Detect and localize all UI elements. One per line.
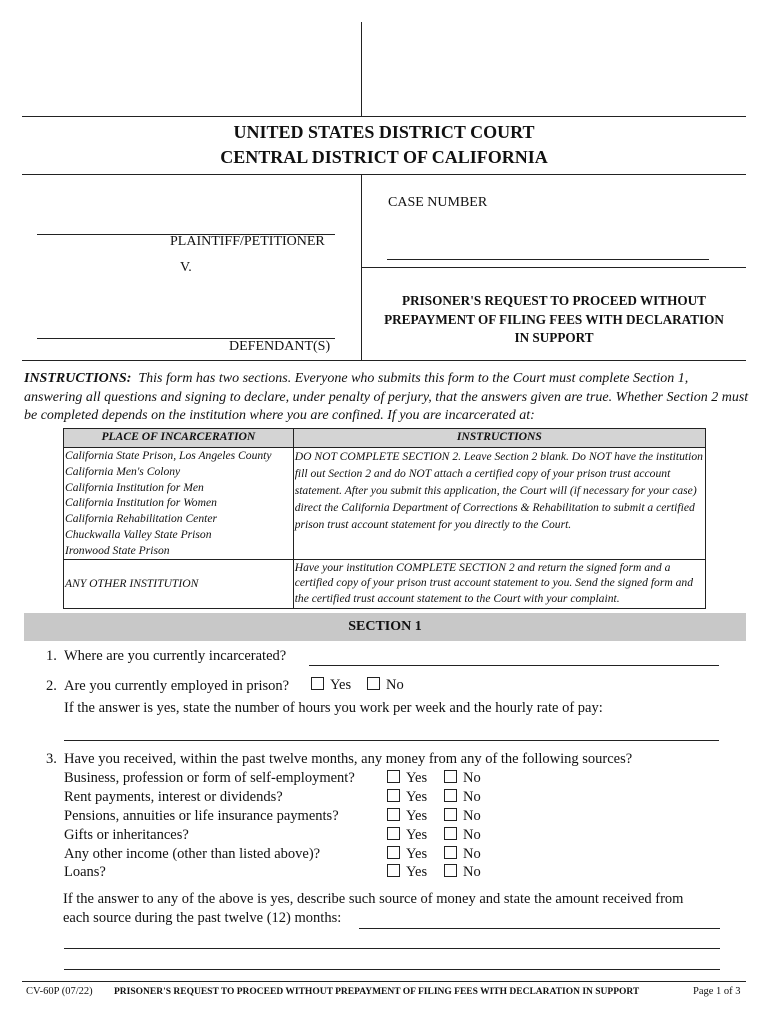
table-row (64, 448, 706, 560)
checkbox-icon[interactable] (444, 770, 457, 783)
defendant-label: DEFENDANT(S) (229, 339, 331, 354)
incarceration-table (63, 428, 706, 609)
place-item: California Institution for Men (65, 480, 204, 494)
place-item: California Rehabilitation Center (65, 512, 218, 526)
q2-followup: If the answer is yes, state the number of hours you work per week and the hourly rate of pay: (64, 700, 603, 716)
instructions-paragraph (24, 370, 749, 426)
header-rule-bottom (22, 174, 746, 175)
table-header-instructions: INSTRUCTIONS (293, 429, 705, 448)
no-label: No (386, 677, 404, 693)
q3-answer-line[interactable] (359, 928, 720, 929)
q3-answer-line[interactable] (64, 969, 720, 970)
caption-right-rule (361, 267, 746, 268)
source-no-option[interactable] (444, 807, 481, 825)
source-yes-option[interactable] (387, 845, 427, 863)
header-rule-top (22, 116, 746, 117)
place-list (64, 448, 294, 560)
source-no-option[interactable] (444, 769, 481, 787)
top-divider (361, 22, 362, 117)
q1-text: Where are you currently incarcerated? (64, 648, 287, 664)
checkbox-icon[interactable] (444, 789, 457, 802)
q2-no-option[interactable] (367, 676, 404, 694)
q2-answer-field[interactable] (64, 721, 719, 741)
source-yes-option[interactable] (387, 769, 427, 787)
yes-label: Yes (406, 808, 428, 824)
checkbox-icon[interactable] (367, 677, 380, 690)
q3-text: Have you received, within the past twelve months, any money from any of the following sources? (64, 751, 633, 767)
source-no-option[interactable] (444, 845, 481, 863)
no-label: No (463, 846, 481, 862)
other-institution: ANY OTHER INSTITUTION (64, 559, 294, 608)
court-name-line1: UNITED STATES DISTRICT COURT (233, 122, 535, 142)
q2-yes-option[interactable] (311, 676, 351, 694)
table-row (64, 559, 706, 608)
footer-title: PRISONER'S REQUEST TO PROCEED WITHOUT PREPAYMENT OF FILING FEES WITH DECLARATION IN SUPPORT (114, 987, 640, 997)
footer-rule (22, 981, 746, 982)
source-no-option[interactable] (444, 863, 481, 881)
source-label: Any other income (other than listed above)? (64, 846, 321, 862)
no-label: No (463, 864, 481, 880)
checkbox-icon[interactable] (387, 770, 400, 783)
yes-label: Yes (406, 770, 428, 786)
place-item: California Institution for Women (65, 496, 217, 510)
source-label: Gifts or inheritances? (64, 827, 189, 843)
checkbox-icon[interactable] (387, 789, 400, 802)
checkbox-icon[interactable] (444, 864, 457, 877)
row1-instructions: DO NOT COMPLETE SECTION 2. Leave Section 2 blank. Do NOT have the institution fill out Section 2 and do NOT attach a certified copy of your prison trust account statement. After you submit this application, the Court will (if necessary for your case) direct the California Department of Corrections & Rehabilitation to submit a certified prison trust account statement for you directly to the Court. (293, 448, 705, 560)
page-number: Page 1 of 3 (693, 986, 741, 997)
place-item: Ironwood State Prison (65, 543, 170, 557)
q3-followup-line1: If the answer to any of the above is yes, describe such source of money and state the amount received from (63, 891, 684, 907)
source-yes-option[interactable] (387, 807, 427, 825)
no-label: No (463, 770, 481, 786)
versus-label: V. (180, 260, 192, 275)
q3-number: 3. (46, 751, 57, 767)
instructions-lead: INSTRUCTIONS: (24, 371, 132, 386)
checkbox-icon[interactable] (444, 846, 457, 859)
table-header-place: PLACE OF INCARCERATION (64, 429, 294, 448)
q3-followup-line2: each source during the past twelve (12) months: (63, 910, 342, 926)
no-label: No (463, 827, 481, 843)
place-item: California Men's Colony (65, 464, 181, 478)
q3-answer-line[interactable] (64, 948, 720, 949)
q2-number: 2. (46, 678, 57, 694)
court-name-line2: CENTRAL DISTRICT OF CALIFORNIA (220, 147, 548, 167)
case-number-line[interactable] (387, 259, 709, 260)
caption-rule-bottom (22, 360, 746, 361)
form-title-line1: PRISONER'S REQUEST TO PROCEED WITHOUT (402, 293, 706, 308)
checkbox-icon[interactable] (387, 864, 400, 877)
instructions-text: This form has two sections. Everyone who submits this form to the Court must complete Section 1, answering all questions and signing to declare, under penalty of perjury, that the answers given are true. Whether Section 2 must be completed depends on the institution where you are confined. If you are incarcerated at: (24, 371, 749, 423)
form-code: CV-60P (07/22) (26, 986, 93, 997)
checkbox-icon[interactable] (387, 808, 400, 821)
place-item: California State Prison, Los Angeles County (65, 449, 272, 462)
source-label: Loans? (64, 864, 106, 880)
plaintiff-label: PLAINTIFF/PETITIONER (170, 234, 325, 249)
source-yes-option[interactable] (387, 788, 427, 806)
no-label: No (463, 789, 481, 805)
yes-label: Yes (406, 789, 428, 805)
source-yes-option[interactable] (387, 863, 427, 881)
yes-label: Yes (406, 864, 428, 880)
source-no-option[interactable] (444, 788, 481, 806)
case-number-label: CASE NUMBER (388, 195, 488, 210)
yes-label: Yes (406, 846, 428, 862)
place-item: Chuckwalla Valley State Prison (65, 527, 212, 541)
source-label: Pensions, annuities or life insurance payments? (64, 808, 339, 824)
checkbox-icon[interactable] (444, 827, 457, 840)
no-label: No (463, 808, 481, 824)
source-label: Rent payments, interest or dividends? (64, 789, 283, 805)
source-no-option[interactable] (444, 826, 481, 844)
form-title-line2: PREPAYMENT OF FILING FEES WITH DECLARATION (384, 312, 724, 327)
yes-label: Yes (330, 677, 352, 693)
checkbox-icon[interactable] (387, 827, 400, 840)
q1-answer-line[interactable] (309, 665, 719, 666)
source-label: Business, profession or form of self-employment? (64, 770, 355, 786)
form-title-line3: IN SUPPORT (514, 330, 594, 345)
yes-label: Yes (406, 827, 428, 843)
row2-instructions: Have your institution COMPLETE SECTION 2 and return the signed form and a certified copy of your prison trust account statement to you. Send the signed form and the certified trust account statement to the Court with your complaint. (293, 559, 705, 608)
source-yes-option[interactable] (387, 826, 427, 844)
q1-number: 1. (46, 648, 57, 664)
checkbox-icon[interactable] (444, 808, 457, 821)
q2-text: Are you currently employed in prison? (64, 678, 290, 694)
section1-header: SECTION 1 (24, 613, 746, 641)
checkbox-icon[interactable] (311, 677, 324, 690)
checkbox-icon[interactable] (387, 846, 400, 859)
